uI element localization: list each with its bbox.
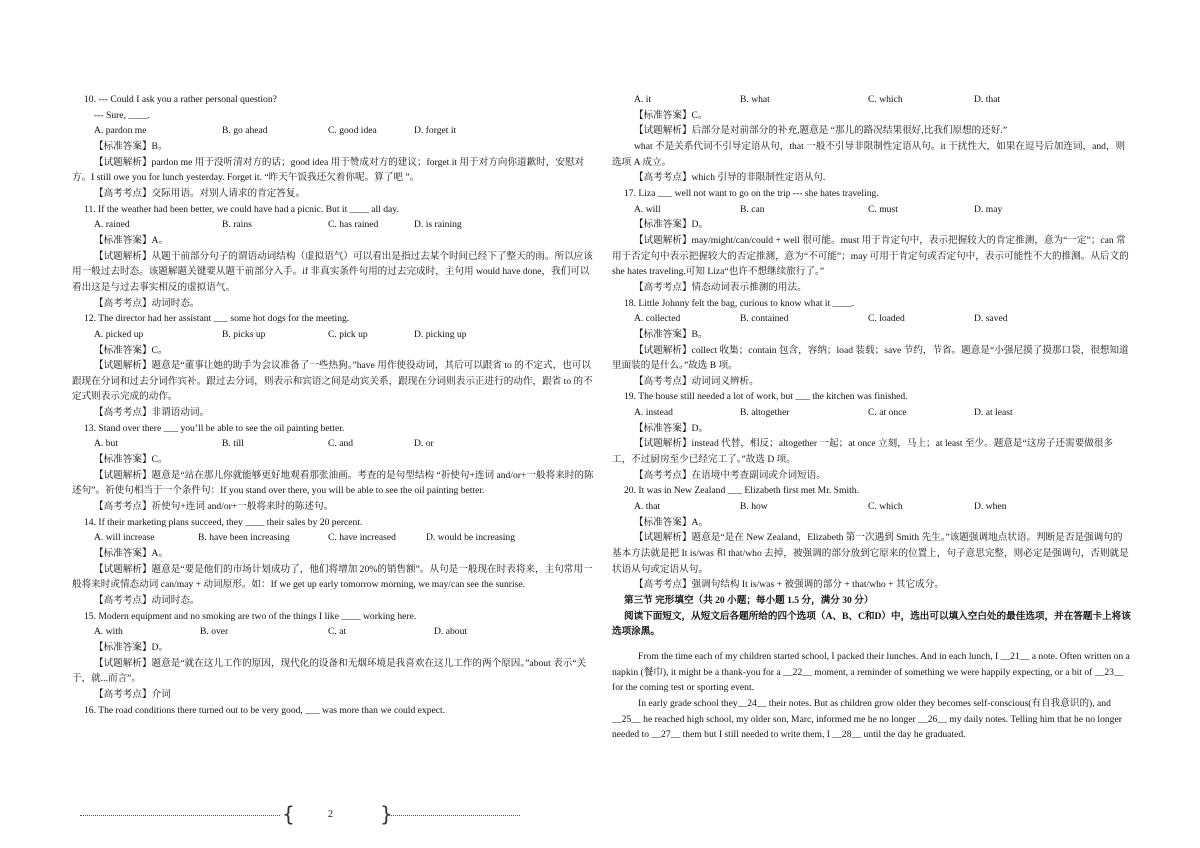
option-choice: B. what: [740, 94, 770, 105]
answer-options: [72, 327, 594, 343]
exam-point: 【高考考点】交际用语。对别人请求的肯定答复。: [94, 187, 306, 199]
option-choice: C. pick up: [328, 328, 368, 340]
standard-answer: 【标准答案】D。: [634, 219, 709, 231]
option-choice: D. that: [974, 94, 1001, 105]
question-stem: 14. If their marketing plans succeed, they ____ their sales by 20 percent.: [84, 516, 363, 528]
standard-answer: 【标准答案】C。: [94, 344, 168, 356]
question-stem: 16. The road conditions there turned out to be very good, ___ was more than we could expect.: [84, 704, 446, 716]
question-stem: 19. The house still needed a lot of work, but ___ the kitchen was finished.: [624, 391, 908, 403]
exam-point: 【高考考点】在语境中考查副词或介词短语。: [634, 469, 826, 481]
option-choice: C. must: [868, 203, 898, 215]
option-choice: B. how: [740, 501, 768, 513]
answer-options: [72, 436, 594, 452]
left-column: [72, 92, 594, 718]
option-choice: D. saved: [974, 313, 1008, 325]
standard-answer: 【标准答案】A。: [634, 516, 709, 528]
option-choice: D. would be increasing: [426, 532, 515, 544]
page-number: 2: [328, 809, 333, 820]
answer-explanation: 【试题解析】题意是“要是他们的市场计划成功了，他们将增加 20%的销售额”。从句是一般现在时表将来，主句常用一般将来时或情态动词 can/may + 动词原形。如：If we get up early tomorrow morning, we may/can see the sunrise.: [72, 563, 593, 591]
option-choice: C. which: [868, 94, 903, 105]
page-footer: [80, 800, 520, 830]
cloze-paragraph: In early grade school they__24__ their notes. But as children grow older they becomes self-conscious(有自我意识的), and __25__ he reached high school, my older son, Marc, informed me he no longer __26__ my daily notes. Telling him that he no longer needed to __27__ them but I still needed to write them, I __28__ until the day he graduated.: [612, 697, 1122, 741]
option-choice: C. at once: [868, 407, 907, 419]
right-brace-icon: }: [380, 802, 393, 826]
question-stem: 20. It was in New Zealand ___ Elizabeth first met Mr. Smith.: [624, 485, 859, 497]
answer-explanation: 【试题解析】后部分是对前部分的补充,题意是 “那儿的路况结果很好,比我们原想的还好.”: [634, 125, 1008, 137]
answer-options: [72, 217, 594, 233]
option-choice: C. which: [868, 501, 903, 513]
option-choice: B. over: [200, 626, 229, 638]
option-choice: D. may: [974, 203, 1003, 215]
standard-answer: 【标准答案】C。: [634, 109, 708, 121]
option-choice: D. picking up: [414, 328, 467, 340]
answer-explanation: 【试题解析】题意是“是在 New Zealand，Elizabeth 第一次遇到 Smith 先生。”该题强调地点状语。判断是否是强调句的基本方法就是把 It is/was 和 that/who 去掉，被强调的部分放到它原来的位置上，句子意思完整，则必定是强调句，否则就是状语从句或定语从句。: [612, 532, 1129, 575]
answer-options: [612, 92, 1132, 108]
option-choice: A. collected: [634, 313, 681, 325]
exam-point: 【高考考点】which 引导的非限制性定语从句.: [634, 172, 826, 184]
answer-explanation: 【试题解析】instead 代替，相反；altogether 一起；at once 立刻，马上；at least 至少。题意是“这房子还需要做很多工，不过厨房至少已经完工了。”故选 D 项。: [612, 438, 1114, 466]
option-choice: B. picks up: [222, 328, 266, 340]
option-choice: D. forget it: [414, 125, 457, 137]
option-choice: A. will increase: [94, 532, 155, 544]
option-choice: A. but: [94, 438, 118, 450]
explanation-continued: what 不是关系代词不引导定语从句，that 一般不引导非限制性定语从句。it 干扰性大，如果在逗号后加连词，and，则选项 A 成立。: [612, 140, 1126, 168]
exam-point: 【高考考点】情态动词表示推测的用法。: [634, 281, 807, 293]
standard-answer: 【标准答案】B。: [94, 140, 168, 152]
option-choice: B. altogether: [740, 407, 790, 419]
question-stem: 11. If the weather had been better, we could have had a picnic. But it ____ all day.: [84, 203, 399, 215]
option-choice: B. can: [740, 203, 765, 215]
option-choice: A. it: [634, 94, 652, 105]
question-stem: 12. The director had her assistant ___ some hot dogs for the meeting.: [84, 313, 350, 325]
option-choice: B. contained: [740, 313, 789, 325]
option-choice: C. have increased: [328, 532, 396, 544]
answer-explanation: 【试题解析】pardon me 用于没听清对方的话；good idea 用于赞成对方的建议；forget it 用于对方向你道歉时，安慰对方。I still owe you for lunch yesterday. Forget it. “昨天午饭我还欠着你呢。算了吧 ”。: [72, 156, 585, 184]
exam-point: 【高考考点】动词词义辨析。: [634, 375, 759, 387]
standard-answer: 【标准答案】D。: [634, 422, 709, 434]
question-stem: 15. Modern equipment and no smoking are two of the things I like ____ working here.: [84, 610, 417, 622]
option-choice: D. is raining: [414, 219, 462, 231]
answer-options: [612, 405, 1132, 421]
option-choice: C. good idea: [328, 125, 377, 137]
answer-options: [72, 530, 594, 546]
section-directions: 阅读下面短文，从短文后各题所给的四个选项（A、B、C和D）中，选出可以填入空白处的最佳选项，并在答题卡上将该选项涂黑。: [612, 610, 1131, 638]
footer-rule-right: [386, 815, 520, 816]
option-choice: D. or: [414, 438, 434, 450]
question-stem: 17. Liza ___ well not want to go on the trip --- she hates traveling.: [624, 187, 879, 199]
answer-explanation: 【试题解析】collect 收集；contain 包含，容纳；load 装载；save 节约，节省。题意是“小强尼摸了摸那口袋，很想知道里面装的是什么。”故选 B 项。: [612, 344, 1129, 372]
option-choice: D. when: [974, 501, 1007, 513]
spacer: [612, 640, 1132, 649]
answer-explanation: 【试题解析】题意是“就在这儿工作的原因，现代化的设备和无烟环境是我喜欢在这儿工作的两个原因。”about 表示“关于，就...而言”。: [72, 657, 587, 685]
exam-point: 【高考考点】介词: [94, 688, 171, 700]
option-choice: A. rained: [94, 219, 130, 231]
answer-options: [72, 624, 594, 640]
exam-point: 【高考考点】非谓语动词。: [94, 407, 210, 419]
option-choice: D. at least: [974, 407, 1013, 419]
question-stem: 13. Stand over there ___ you’ll be able to see the oil painting better.: [84, 422, 345, 434]
answer-explanation: 【试题解析】题意是“站在那儿你就能够更好地观看那张油画。考查的是句型结构 “祈使句+连词 and/or+一般将来时的陈述句”。祈使句相当于一个条件句：If you stand over there, you will be able to see the oil painting better.: [72, 469, 594, 497]
option-choice: A. pardon me: [94, 125, 147, 137]
option-choice: D. about: [434, 626, 468, 638]
standard-answer: 【标准答案】A。: [94, 234, 169, 246]
exam-point: 【高考考点】动词时态。: [94, 297, 200, 309]
footer-rule-left: [80, 815, 280, 816]
left-brace-icon: {: [282, 802, 295, 826]
answer-options: [72, 123, 594, 139]
exam-point: 【高考考点】动词时态。: [94, 595, 200, 606]
option-choice: A. instead: [634, 407, 673, 419]
option-choice: A. will: [634, 203, 661, 215]
option-choice: C. loaded: [868, 313, 905, 325]
exam-point: 【高考考点】强调句结构 It is/was + 被强调的部分 + that/who + 其它成分。: [634, 579, 944, 591]
option-choice: B. till: [222, 438, 244, 450]
option-choice: B. rains: [222, 219, 252, 231]
exam-point: 【高考考点】祈使句+连词 and/or+一般将来时的陈述句。: [94, 501, 334, 513]
question-stem: 18. Little Johnny felt the bag, curious to know what it ____.: [624, 297, 855, 309]
option-choice: B. have been increasing: [198, 532, 290, 544]
answer-explanation: 【试题解析】从题干前部分句子的谓语动词结构（虚拟语气）可以看出是指过去某个时间已经下了整天的雨。所以应该用一般过去时态。该题解题关键要从题干前部分入手。if 非真实条件句用的过去完成时，主句用 would have done，我们可以看出这是与过去事实相反的虚拟语气。: [72, 250, 593, 293]
answer-options: [612, 311, 1132, 327]
option-choice: C. and: [328, 438, 354, 450]
option-choice: A. with: [94, 626, 123, 638]
section-heading: 第三节 完形填空（共 20 小题；每小题 1.5 分，满分 30 分）: [624, 595, 874, 606]
standard-answer: 【标准答案】B。: [634, 328, 708, 340]
standard-answer: 【标准答案】A。: [94, 548, 169, 560]
cloze-paragraph: From the time each of my children started school, I packed their lunches. And in each lunch, I __21__ a note. Often written on a napkin (餐巾), it might be a thank-you for a __22__ moment, a reminder of something we were happily expecting, or a bit of __23__ for the coming test or sporting event.: [612, 650, 1130, 694]
option-choice: C. at: [328, 626, 347, 638]
standard-answer: 【标准答案】C。: [94, 454, 168, 466]
answer-options: [612, 202, 1132, 218]
option-choice: A. picked up: [94, 328, 144, 340]
question-reply: --- Sure, ____.: [94, 109, 150, 121]
option-choice: B. go ahead: [222, 125, 268, 137]
option-choice: A. that: [634, 501, 661, 513]
standard-answer: 【标准答案】D。: [94, 641, 169, 653]
answer-explanation: 【试题解析】题意是“董事让她的助手为会议准备了一些热狗。”have 用作使役动词，其后可以跟省 to 的不定式，也可以跟现在分词和过去分词作宾补。跟过去分词，则表示和宾语之间是动宾关系，跟现在分词则表示正进行的动作，跟省 to 的不定式则表示完成的动作。: [72, 360, 593, 403]
right-column: [612, 92, 1132, 743]
question-stem: 10. --- Could I ask you a rather personal question?: [84, 94, 277, 105]
option-choice: C. has rained: [328, 219, 379, 231]
answer-explanation: 【试题解析】may/might/can/could + well 很可能。must 用于肯定句中，表示把握较大的肯定推测，意为“一定”；can 常用于否定句中表示把握较大的否定推测，意为“不可能”；may 可用于肯定句或否定句中，表示可能性不大的推测。从后文的 she hates traveling.可知 Liza“也许不想继续旅行了。”: [612, 234, 1129, 278]
answer-options: [612, 499, 1132, 515]
